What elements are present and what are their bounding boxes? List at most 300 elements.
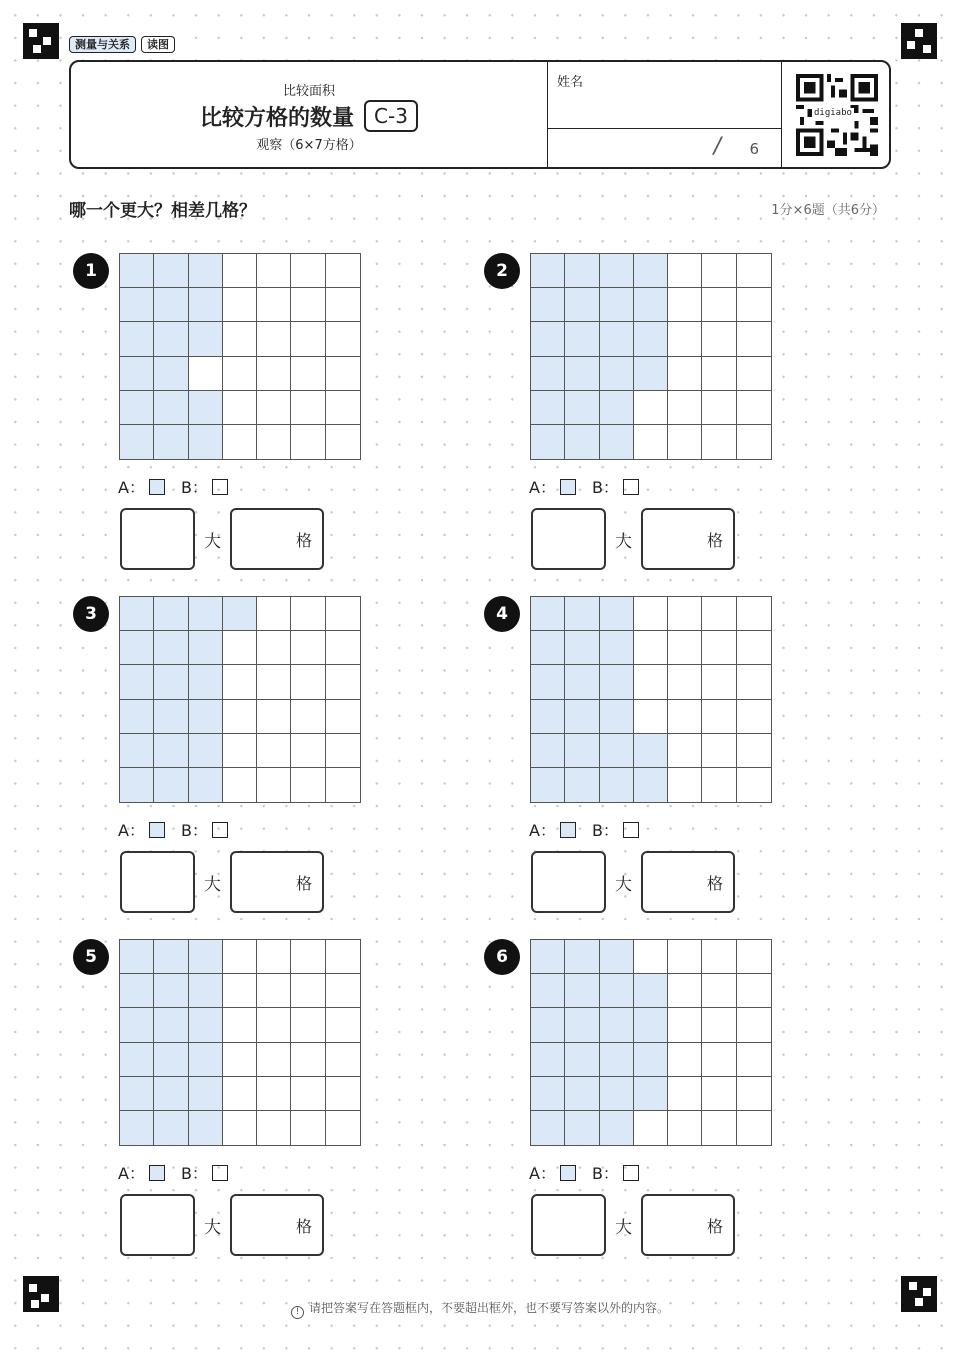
legend bbox=[118, 1161, 244, 1184]
grid-cell bbox=[291, 1008, 325, 1042]
cells-unit-label: 格 bbox=[706, 873, 723, 893]
grid-cell bbox=[223, 1111, 257, 1145]
legend bbox=[529, 818, 655, 841]
grid-cell bbox=[257, 768, 291, 802]
grid-cell bbox=[154, 734, 188, 768]
grid-cell bbox=[634, 734, 668, 768]
grid-cell bbox=[223, 1008, 257, 1042]
grid-cell bbox=[668, 665, 702, 699]
grid-cell bbox=[326, 597, 360, 631]
grid-cell bbox=[737, 1043, 771, 1077]
legend-b-label: B： bbox=[180, 1164, 208, 1183]
grid-cell bbox=[223, 597, 257, 631]
larger-label: 大 bbox=[204, 1217, 221, 1238]
grid-cell bbox=[600, 425, 634, 459]
grid-cell bbox=[326, 1008, 360, 1042]
score-total: 6 bbox=[749, 140, 759, 158]
legend-a-swatch bbox=[560, 822, 576, 838]
grid-cell bbox=[120, 940, 154, 974]
answer-larger-box[interactable] bbox=[120, 851, 195, 913]
scoring-info: 1分×6题（共6分） bbox=[771, 203, 885, 218]
larger-label: 大 bbox=[615, 531, 632, 552]
grid-cell bbox=[600, 700, 634, 734]
grid-cell bbox=[600, 665, 634, 699]
grid-cell bbox=[120, 254, 154, 288]
legend-a-label: A： bbox=[118, 478, 145, 497]
grid-cell bbox=[702, 1043, 736, 1077]
grid-cell bbox=[565, 597, 599, 631]
legend-b-label: B： bbox=[180, 821, 208, 840]
grid-cell bbox=[326, 940, 360, 974]
grid-cell bbox=[702, 1008, 736, 1042]
grid-cell bbox=[531, 940, 565, 974]
grid-cell bbox=[668, 425, 702, 459]
grid-cell bbox=[223, 700, 257, 734]
legend bbox=[118, 818, 244, 841]
answer-row bbox=[120, 1194, 324, 1256]
grid-cell bbox=[737, 1008, 771, 1042]
grid-cell bbox=[668, 940, 702, 974]
legend-a-swatch bbox=[560, 479, 576, 495]
grid-cell bbox=[326, 1077, 360, 1111]
grid-cell bbox=[120, 391, 154, 425]
grid-cell bbox=[154, 1043, 188, 1077]
grid-cell bbox=[120, 768, 154, 802]
grid-cell bbox=[702, 940, 736, 974]
grid-cell bbox=[291, 597, 325, 631]
grid-cell bbox=[600, 597, 634, 631]
answer-difference-box[interactable] bbox=[230, 508, 324, 570]
grid-cell bbox=[600, 734, 634, 768]
problem-number: 3 bbox=[73, 596, 109, 632]
problem-number: 6 bbox=[484, 939, 520, 975]
grid-cell bbox=[257, 357, 291, 391]
grid-cell bbox=[257, 1111, 291, 1145]
grid-cell bbox=[326, 391, 360, 425]
answer-difference-box[interactable] bbox=[230, 851, 324, 913]
grid-cell bbox=[565, 425, 599, 459]
grid-cell bbox=[702, 1111, 736, 1145]
info-icon: ! bbox=[291, 1306, 304, 1319]
grid-cell bbox=[565, 1077, 599, 1111]
grid-cell bbox=[257, 391, 291, 425]
grid-cell bbox=[223, 665, 257, 699]
answer-difference-box[interactable] bbox=[641, 508, 735, 570]
grid-cell bbox=[531, 665, 565, 699]
grid-cell bbox=[702, 288, 736, 322]
grid-cell bbox=[257, 734, 291, 768]
legend-b-label: B： bbox=[591, 821, 619, 840]
grid-cell bbox=[565, 1043, 599, 1077]
grid-cell bbox=[737, 631, 771, 665]
grid-cell bbox=[189, 357, 223, 391]
answer-difference-box[interactable] bbox=[641, 851, 735, 913]
grid-cell bbox=[223, 254, 257, 288]
grid-cell bbox=[154, 425, 188, 459]
grid-cell bbox=[531, 254, 565, 288]
grid-cell bbox=[120, 597, 154, 631]
grid-cell bbox=[565, 391, 599, 425]
legend-a-swatch bbox=[149, 479, 165, 495]
grid-cell bbox=[257, 254, 291, 288]
grid-cell bbox=[634, 665, 668, 699]
grid-cell bbox=[326, 665, 360, 699]
grid-cell bbox=[531, 734, 565, 768]
answer-row bbox=[531, 851, 735, 913]
answer-row bbox=[120, 851, 324, 913]
grid-cell bbox=[154, 288, 188, 322]
grid-cell bbox=[189, 700, 223, 734]
grid-cell bbox=[737, 357, 771, 391]
grid-cell bbox=[154, 391, 188, 425]
grid-cell bbox=[120, 700, 154, 734]
answer-larger-box[interactable] bbox=[531, 508, 606, 570]
grid-cell bbox=[531, 597, 565, 631]
larger-label: 大 bbox=[615, 1217, 632, 1238]
problem-number: 4 bbox=[484, 596, 520, 632]
grid-cell bbox=[737, 734, 771, 768]
title-note: 观察（6×7方格） bbox=[256, 138, 362, 153]
grid-cell bbox=[702, 1077, 736, 1111]
grid-cell bbox=[531, 974, 565, 1008]
grid-cell bbox=[291, 734, 325, 768]
grid-cell bbox=[600, 631, 634, 665]
grid-cell bbox=[565, 974, 599, 1008]
legend bbox=[118, 475, 244, 498]
problem-6 bbox=[484, 939, 814, 1269]
grid-cell bbox=[257, 1077, 291, 1111]
legend-b-label: B： bbox=[591, 1164, 619, 1183]
grid-cell bbox=[223, 734, 257, 768]
problem-3 bbox=[73, 596, 403, 926]
answer-larger-box[interactable] bbox=[531, 1194, 606, 1256]
grid-cell bbox=[189, 1077, 223, 1111]
grid-cell bbox=[326, 768, 360, 802]
worksheet-code: C-3 bbox=[364, 100, 418, 132]
tag-measurement: 测量与关系 bbox=[69, 36, 136, 53]
grid-cell bbox=[634, 768, 668, 802]
problem-4 bbox=[484, 596, 814, 926]
grid-cell bbox=[291, 974, 325, 1008]
grid-cell bbox=[531, 1077, 565, 1111]
grid-cell bbox=[257, 288, 291, 322]
grid-cell bbox=[326, 357, 360, 391]
grid-cell bbox=[120, 631, 154, 665]
grid-cell bbox=[120, 1077, 154, 1111]
legend bbox=[529, 475, 655, 498]
grid-cell bbox=[565, 700, 599, 734]
grid-cell bbox=[154, 665, 188, 699]
grid-cell bbox=[565, 768, 599, 802]
grid-cell bbox=[565, 940, 599, 974]
legend-b-swatch bbox=[623, 822, 639, 838]
answer-larger-box[interactable] bbox=[120, 1194, 195, 1256]
grid-cell bbox=[120, 1111, 154, 1145]
grid-cell bbox=[326, 631, 360, 665]
grid-cell bbox=[223, 768, 257, 802]
legend-a-swatch bbox=[560, 1165, 576, 1181]
grid-cell bbox=[291, 700, 325, 734]
grid-cell bbox=[668, 700, 702, 734]
grid-cell bbox=[154, 631, 188, 665]
grid-cell bbox=[737, 597, 771, 631]
grid-cell bbox=[223, 391, 257, 425]
grid-cell bbox=[634, 700, 668, 734]
legend-b-swatch bbox=[623, 1165, 639, 1181]
footer-instruction bbox=[0, 1299, 960, 1319]
grid-cell bbox=[154, 974, 188, 1008]
grid-cell bbox=[634, 974, 668, 1008]
grid-cell bbox=[223, 425, 257, 459]
grid-cell bbox=[154, 597, 188, 631]
grid-cell bbox=[189, 734, 223, 768]
grid-cell bbox=[702, 974, 736, 1008]
grid-cell bbox=[702, 322, 736, 356]
legend-a-label: A： bbox=[529, 478, 556, 497]
square-grid bbox=[119, 939, 361, 1146]
grid-cell bbox=[326, 700, 360, 734]
grid-cell bbox=[531, 1008, 565, 1042]
grid-cell bbox=[600, 254, 634, 288]
subtitle: 比较面积 bbox=[282, 84, 335, 99]
grid-cell bbox=[737, 322, 771, 356]
grid-cell bbox=[120, 322, 154, 356]
grid-cell bbox=[600, 1111, 634, 1145]
grid-cell bbox=[600, 768, 634, 802]
grid-cell bbox=[291, 1111, 325, 1145]
grid-cell bbox=[154, 1077, 188, 1111]
title-text: 比较方格的数量 bbox=[200, 105, 355, 131]
legend-b-swatch bbox=[623, 479, 639, 495]
grid-cell bbox=[702, 768, 736, 802]
grid-cell bbox=[326, 322, 360, 356]
grid-cell bbox=[600, 1008, 634, 1042]
question-prompt: 哪一个更大？相差几格？ bbox=[69, 201, 256, 221]
grid-cell bbox=[702, 425, 736, 459]
grid-cell bbox=[634, 357, 668, 391]
legend-a-label: A： bbox=[529, 1164, 556, 1183]
category-tags bbox=[69, 36, 175, 53]
cells-unit-label: 格 bbox=[295, 1216, 312, 1236]
grid-cell bbox=[189, 254, 223, 288]
grid-cell bbox=[257, 974, 291, 1008]
grid-cell bbox=[634, 940, 668, 974]
grid-cell bbox=[223, 288, 257, 322]
grid-cell bbox=[668, 322, 702, 356]
grid-cell bbox=[737, 1111, 771, 1145]
grid-cell bbox=[291, 391, 325, 425]
larger-label: 大 bbox=[204, 874, 221, 895]
grid-cell bbox=[189, 1043, 223, 1077]
answer-difference-box[interactable] bbox=[641, 1194, 735, 1256]
grid-cell bbox=[531, 391, 565, 425]
legend-a-label: A： bbox=[529, 821, 556, 840]
grid-cell bbox=[154, 254, 188, 288]
grid-cell bbox=[531, 768, 565, 802]
grid-cell bbox=[668, 974, 702, 1008]
legend-b-swatch bbox=[212, 822, 228, 838]
grid-cell bbox=[600, 322, 634, 356]
answer-larger-box[interactable] bbox=[120, 508, 195, 570]
grid-cell bbox=[223, 1077, 257, 1111]
grid-cell bbox=[668, 357, 702, 391]
grid-cell bbox=[737, 391, 771, 425]
grid-cell bbox=[634, 254, 668, 288]
grid-cell bbox=[154, 1111, 188, 1145]
grid-cell bbox=[189, 425, 223, 459]
legend bbox=[529, 1161, 655, 1184]
larger-label: 大 bbox=[615, 874, 632, 895]
problem-number: 2 bbox=[484, 253, 520, 289]
score-slash: / bbox=[713, 134, 721, 159]
grid-cell bbox=[189, 391, 223, 425]
grid-cell bbox=[291, 322, 325, 356]
problem-number: 5 bbox=[73, 939, 109, 975]
grid-cell bbox=[737, 768, 771, 802]
grid-cell bbox=[531, 1043, 565, 1077]
square-grid bbox=[119, 596, 361, 803]
answer-difference-box[interactable] bbox=[230, 1194, 324, 1256]
grid-cell bbox=[600, 1077, 634, 1111]
grid-cell bbox=[291, 768, 325, 802]
grid-cell bbox=[223, 940, 257, 974]
legend-a-swatch bbox=[149, 822, 165, 838]
grid-cell bbox=[189, 665, 223, 699]
name-field[interactable] bbox=[547, 62, 781, 167]
grid-cell bbox=[291, 288, 325, 322]
grid-cell bbox=[565, 1008, 599, 1042]
grid-cell bbox=[120, 357, 154, 391]
grid-cell bbox=[702, 254, 736, 288]
grid-cell bbox=[668, 1077, 702, 1111]
grid-cell bbox=[634, 1008, 668, 1042]
grid-cell bbox=[223, 974, 257, 1008]
grid-cell bbox=[565, 1111, 599, 1145]
grid-cell bbox=[634, 631, 668, 665]
tag-reading-charts: 读图 bbox=[141, 36, 175, 53]
grid-cell bbox=[326, 974, 360, 1008]
grid-cell bbox=[737, 700, 771, 734]
corner-marker-top-right bbox=[901, 23, 937, 59]
cells-unit-label: 格 bbox=[295, 530, 312, 550]
grid-cell bbox=[189, 940, 223, 974]
grid-cell bbox=[154, 322, 188, 356]
square-grid bbox=[530, 253, 772, 460]
problem-2 bbox=[484, 253, 814, 583]
grid-cell bbox=[668, 734, 702, 768]
grid-cell bbox=[120, 974, 154, 1008]
grid-cell bbox=[737, 940, 771, 974]
grid-cell bbox=[120, 288, 154, 322]
grid-cell bbox=[291, 357, 325, 391]
grid-cell bbox=[291, 1077, 325, 1111]
worksheet-header bbox=[69, 60, 891, 169]
grid-cell bbox=[600, 357, 634, 391]
grid-cell bbox=[737, 425, 771, 459]
grid-cell bbox=[326, 1111, 360, 1145]
cells-unit-label: 格 bbox=[295, 873, 312, 893]
grid-cell bbox=[326, 734, 360, 768]
grid-cell bbox=[291, 254, 325, 288]
square-grid bbox=[530, 596, 772, 803]
legend-a-label: A： bbox=[118, 821, 145, 840]
grid-cell bbox=[565, 357, 599, 391]
qr-brand-text: digiabo bbox=[814, 108, 852, 118]
grid-cell bbox=[702, 734, 736, 768]
problem-1 bbox=[73, 253, 403, 583]
grid-cell bbox=[189, 288, 223, 322]
grid-cell bbox=[702, 631, 736, 665]
grid-cell bbox=[223, 357, 257, 391]
problem-number: 1 bbox=[73, 253, 109, 289]
grid-cell bbox=[702, 700, 736, 734]
grid-cell bbox=[189, 1111, 223, 1145]
grid-cell bbox=[531, 1111, 565, 1145]
grid-cell bbox=[668, 288, 702, 322]
legend-a-swatch bbox=[149, 1165, 165, 1181]
name-label: 姓名 bbox=[557, 75, 584, 90]
grid-cell bbox=[120, 734, 154, 768]
grid-cell bbox=[565, 288, 599, 322]
grid-cell bbox=[189, 631, 223, 665]
grid-cell bbox=[257, 1043, 291, 1077]
grid-cell bbox=[600, 940, 634, 974]
grid-cell bbox=[737, 665, 771, 699]
grid-cell bbox=[600, 391, 634, 425]
grid-cell bbox=[634, 288, 668, 322]
grid-cell bbox=[634, 597, 668, 631]
grid-cell bbox=[223, 631, 257, 665]
grid-cell bbox=[120, 1043, 154, 1077]
grid-cell bbox=[223, 322, 257, 356]
grid-cell bbox=[531, 322, 565, 356]
grid-cell bbox=[668, 391, 702, 425]
square-grid bbox=[119, 253, 361, 460]
grid-cell bbox=[668, 1043, 702, 1077]
grid-cell bbox=[668, 631, 702, 665]
grid-cell bbox=[702, 391, 736, 425]
grid-cell bbox=[291, 940, 325, 974]
answer-larger-box[interactable] bbox=[531, 851, 606, 913]
answer-row bbox=[120, 508, 324, 570]
problem-5 bbox=[73, 939, 403, 1269]
grid-cell bbox=[565, 631, 599, 665]
grid-cell bbox=[291, 1043, 325, 1077]
grid-cell bbox=[531, 357, 565, 391]
grid-cell bbox=[120, 665, 154, 699]
grid-cell bbox=[634, 322, 668, 356]
grid-cell bbox=[257, 940, 291, 974]
square-grid bbox=[530, 939, 772, 1146]
cells-unit-label: 格 bbox=[706, 1216, 723, 1236]
name-divider bbox=[548, 128, 781, 129]
grid-cell bbox=[668, 597, 702, 631]
grid-cell bbox=[531, 288, 565, 322]
grid-cell bbox=[189, 974, 223, 1008]
legend-a-label: A： bbox=[118, 1164, 145, 1183]
grid-cell bbox=[565, 734, 599, 768]
answer-row bbox=[531, 508, 735, 570]
grid-cell bbox=[120, 425, 154, 459]
legend-b-label: B： bbox=[180, 478, 208, 497]
grid-cell bbox=[257, 425, 291, 459]
grid-cell bbox=[531, 425, 565, 459]
grid-cell bbox=[257, 665, 291, 699]
grid-cell bbox=[189, 1008, 223, 1042]
grid-cell bbox=[634, 1111, 668, 1145]
grid-cell bbox=[154, 700, 188, 734]
grid-cell bbox=[737, 254, 771, 288]
